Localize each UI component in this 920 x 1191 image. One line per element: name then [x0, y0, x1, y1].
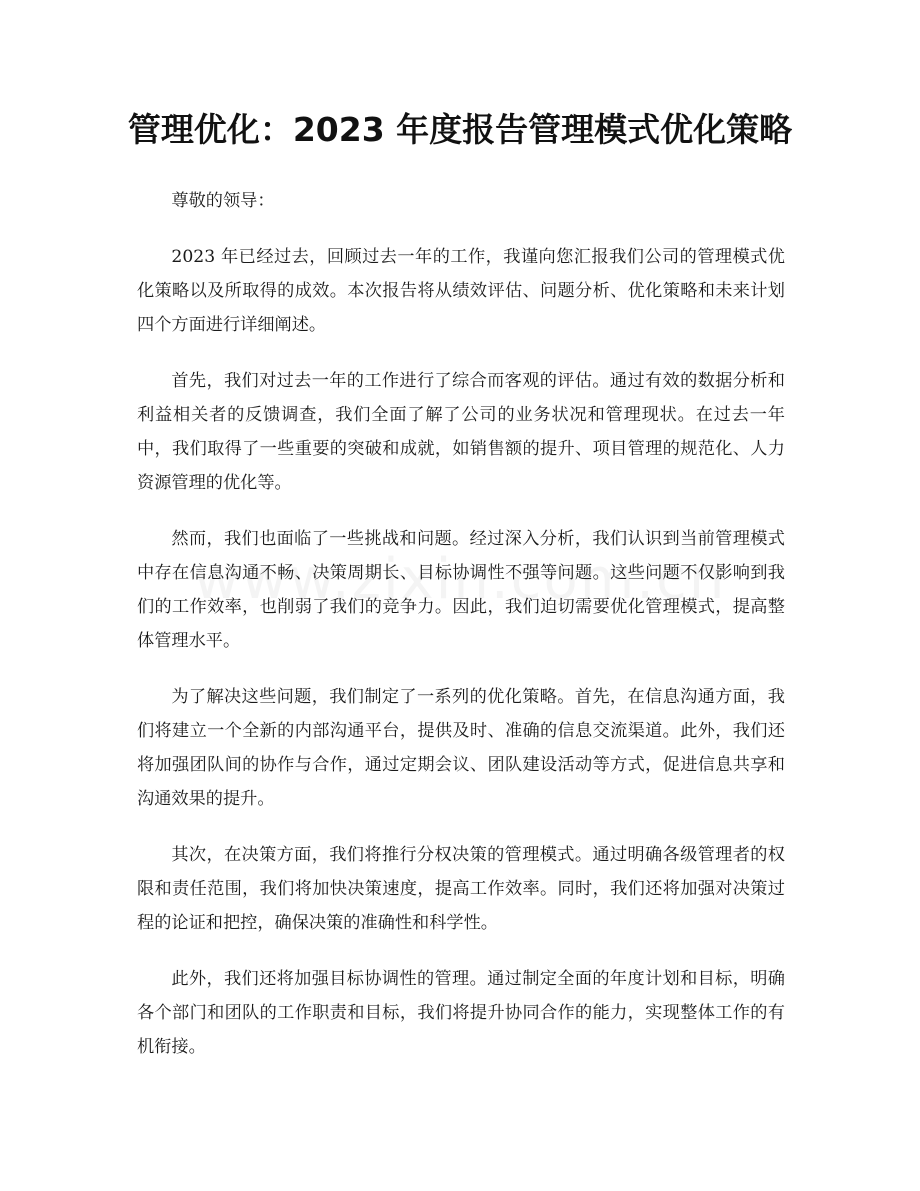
strategy-goals-paragraph: 此外，我们还将加强目标协调性的管理。通过制定全面的年度计划和目标，明确各个部门和团队的工作职责和目标，我们将提升协同合作的能力，实现整体工作的有机衔接。	[137, 969, 785, 1057]
evaluation-paragraph: 首先，我们对过去一年的工作进行了综合而客观的评估。通过有效的数据分析和利益相关者的反馈调查，我们全面了解了公司的业务状况和管理现状。在过去一年中，我们取得了一些重要的突破和成就，如销售额的提升、项目管理的规范化、人力资源管理的优化等。	[137, 371, 785, 493]
document-title: 管理优化：2023 年度报告管理模式优化策略	[127, 110, 793, 149]
document-body	[137, 184, 785, 1086]
intro-paragraph: 2023 年已经过去，回顾过去一年的工作，我谨向您汇报我们公司的管理模式优化策略以及所取得的成效。本次报告将从绩效评估、问题分析、优化策略和未来计划四个方面进行详细阐述。	[137, 247, 785, 335]
strategy-communication-paragraph: 为了解决这些问题，我们制定了一系列的优化策略。首先，在信息沟通方面，我们将建立一个全新的内部沟通平台，提供及时、准确的信息交流渠道。此外，我们还将加强团队间的协作与合作，通过定期会议、团队建设活动等方式，促进信息共享和沟通效果的提升。	[137, 687, 785, 809]
strategy-decision-paragraph: 其次，在决策方面，我们将推行分权决策的管理模式。通过明确各级管理者的权限和责任范围，我们将加快决策速度，提高工作效率。同时，我们还将加强对决策过程的论证和把控，确保决策的准确性和科学性。	[137, 845, 785, 933]
salutation-paragraph: 尊敬的领导：	[171, 191, 275, 211]
problems-paragraph: 然而，我们也面临了一些挑战和问题。经过深入分析，我们认识到当前管理模式中存在信息沟通不畅、决策周期长、目标协调性不强等问题。这些问题不仅影响到我们的工作效率，也削弱了我们的竞争力。因此，我们迫切需要优化管理模式，提高整体管理水平。	[137, 529, 785, 651]
